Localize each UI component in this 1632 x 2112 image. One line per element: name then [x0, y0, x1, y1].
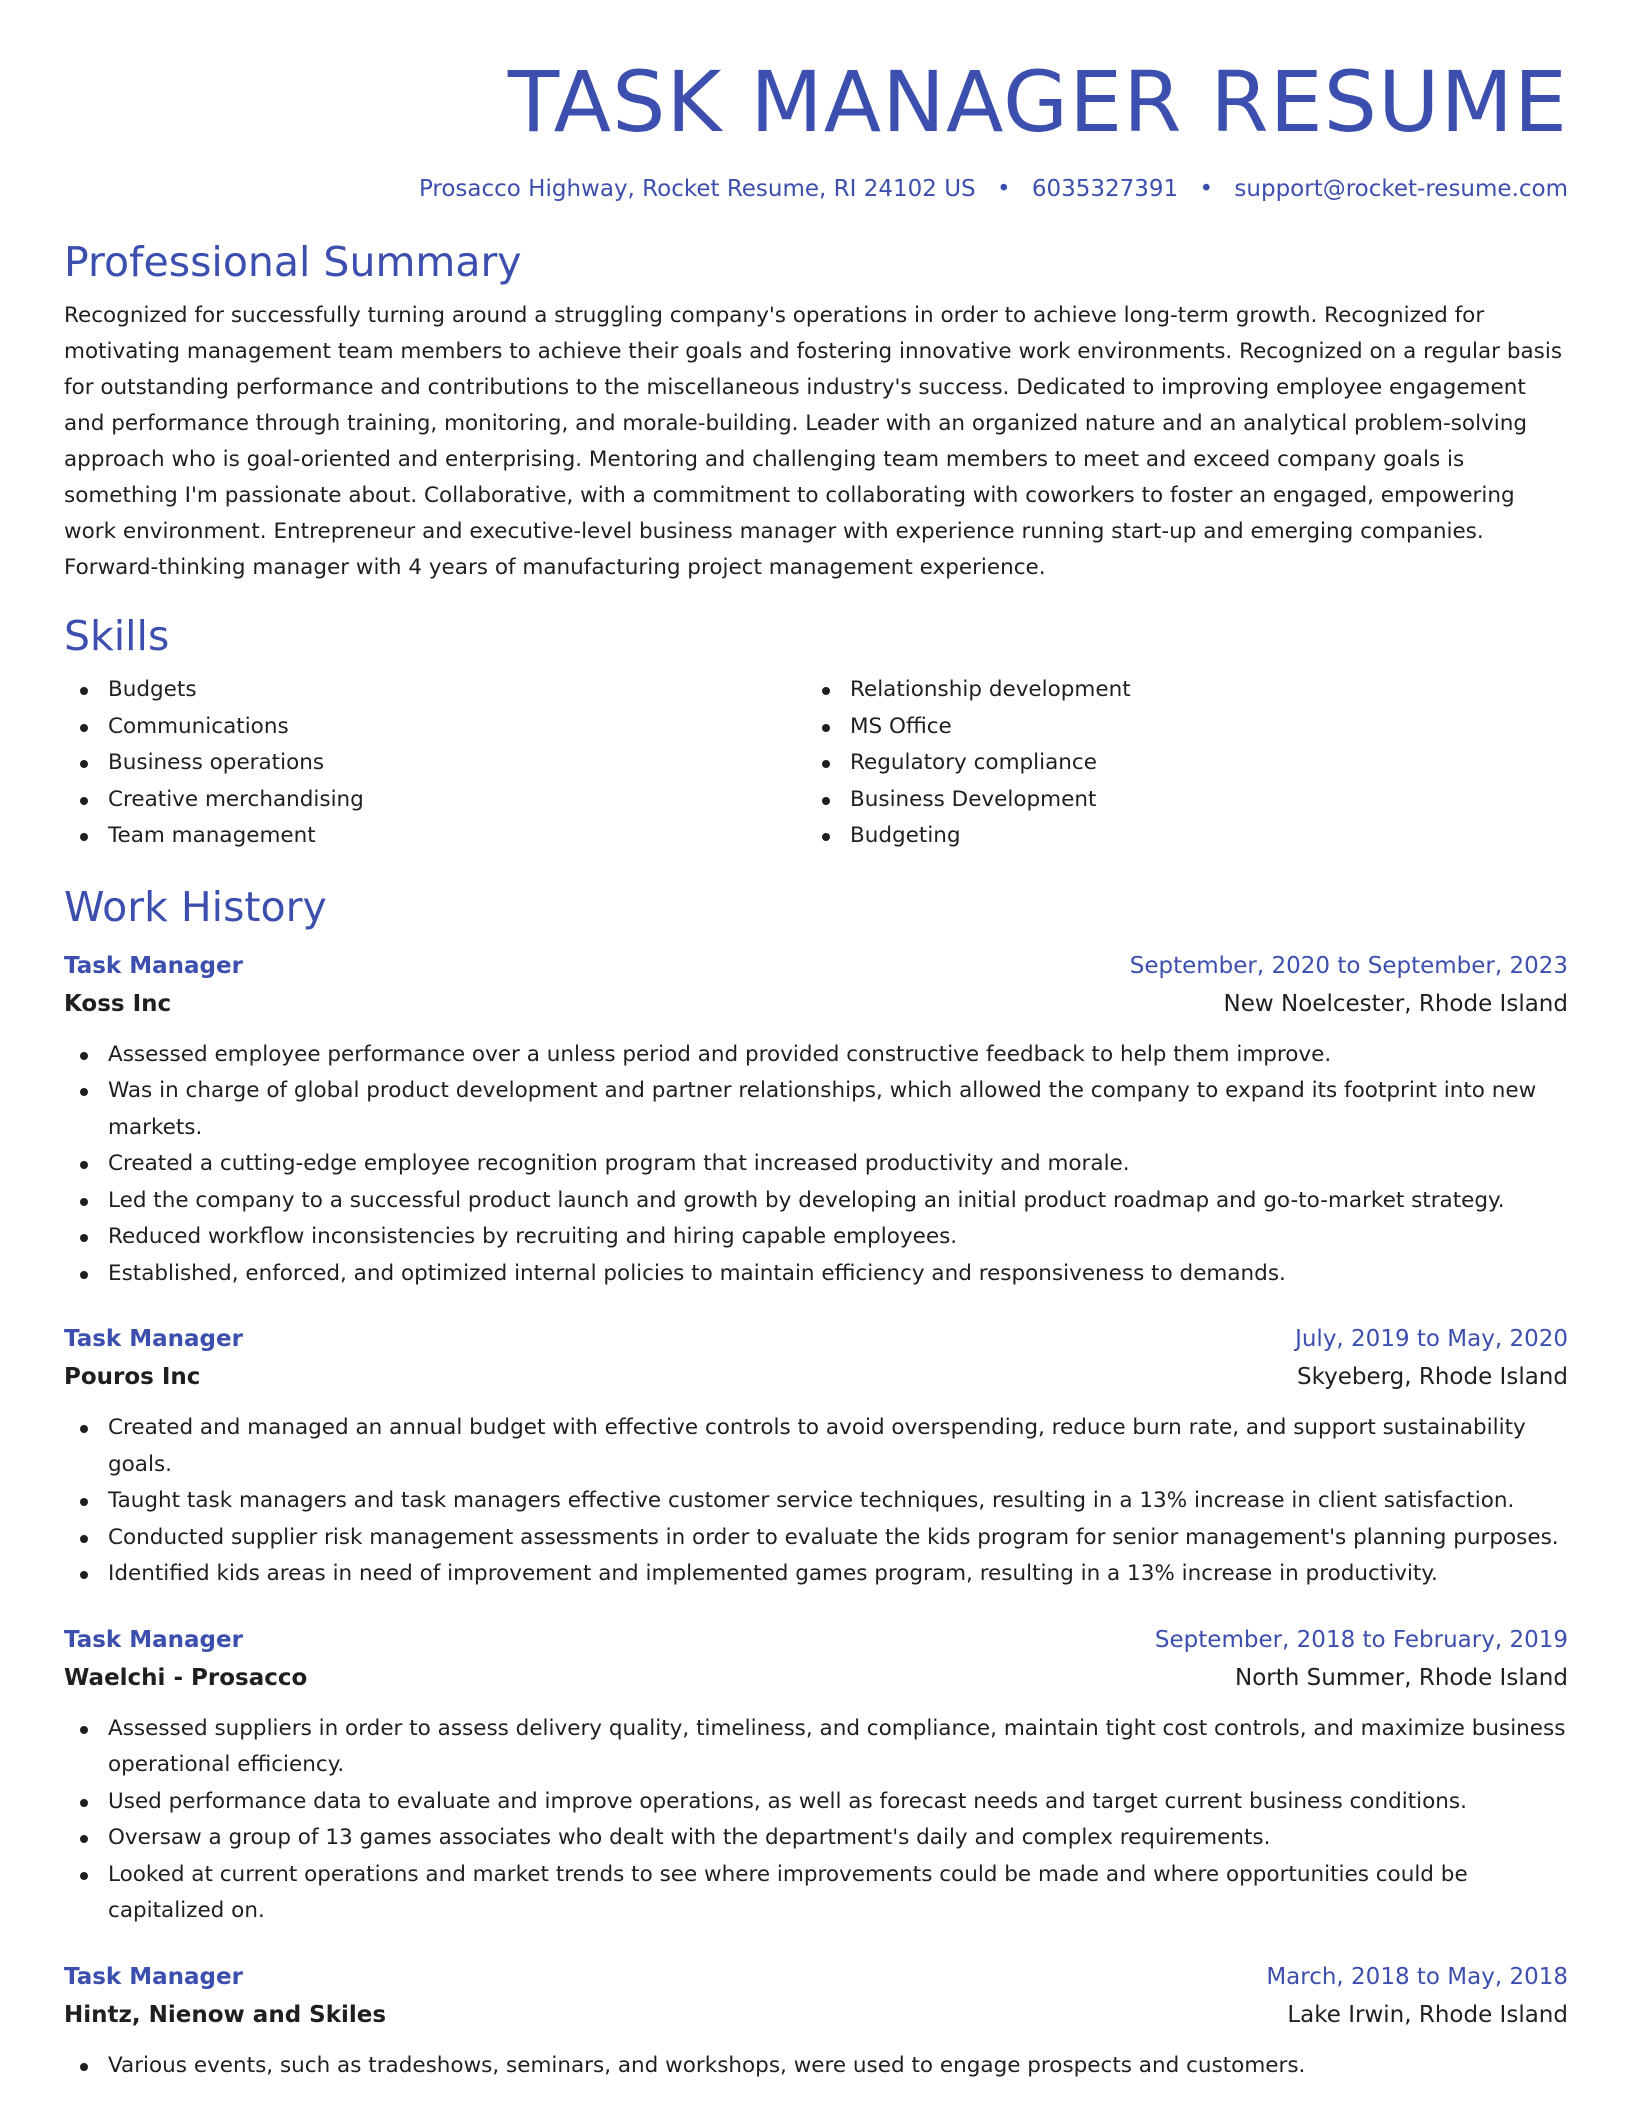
job-company-row — [64, 1358, 1568, 1396]
job-dates: March, 2018 to May, 2018 — [1266, 1963, 1568, 1990]
work-history-heading: Work History — [64, 882, 327, 931]
contact-phone: 6035327391 — [1031, 176, 1179, 202]
skill-item: Budgets — [64, 672, 806, 709]
job-bullet: Looked at current operations and market trends to see where improvements could be made and where opportunities could be capitalized on. — [64, 1857, 1568, 1930]
job-bullet: Assessed suppliers in order to assess delivery quality, timeliness, and compliance, maintain tight cost controls, and maximize business operational efficiency. — [64, 1711, 1568, 1784]
summary-heading: Professional Summary — [64, 238, 522, 286]
job-bullets — [64, 1711, 1568, 1930]
skill-item: Business operations — [64, 745, 806, 782]
job-location: New Noelcester, Rhode Island — [1223, 990, 1568, 1017]
job-entry — [64, 1320, 1568, 1593]
job-bullet: Led the company to a successful product launch and growth by developing an initial product roadmap and go-to-market strategy. — [64, 1183, 1568, 1220]
job-entry — [64, 1621, 1568, 1930]
job-bullet: Created and managed an annual budget with effective controls to avoid overspending, reduce burn rate, and support sustainability goals. — [64, 1410, 1568, 1483]
skill-item: Business Development — [806, 782, 1548, 819]
job-bullet: Was in charge of global product development and partner relationships, which allowed the company to expand its footprint into new markets. — [64, 1073, 1568, 1146]
contact-email[interactable]: support@rocket-resume.com — [1234, 176, 1568, 202]
job-title: Task Manager — [64, 952, 243, 979]
job-location: North Summer, Rhode Island — [1235, 1664, 1568, 1691]
job-title: Task Manager — [64, 1626, 243, 1653]
job-company: Waelchi - Prosacco — [64, 1664, 308, 1691]
skill-item: Regulatory compliance — [806, 745, 1548, 782]
job-bullet: Established, enforced, and optimized internal policies to maintain efficiency and responsiveness to demands. — [64, 1256, 1568, 1293]
contact-separator: • — [1199, 176, 1214, 202]
job-entry — [64, 947, 1568, 1293]
job-bullet: Reduced workflow inconsistencies by recruiting and hiring capable employees. — [64, 1219, 1568, 1256]
contact-line — [64, 174, 1568, 204]
job-header-row — [64, 947, 1568, 985]
job-company: Pouros Inc — [64, 1364, 201, 1390]
skill-item: Communications — [64, 709, 806, 746]
job-location: Skyeberg, Rhode Island — [1296, 1364, 1568, 1390]
job-company: Koss Inc — [64, 990, 172, 1017]
job-company-row — [64, 985, 1568, 1023]
job-company-row — [64, 1996, 1568, 2034]
job-bullet: Assessed employee performance over a unless period and provided constructive feedback to help them improve. — [64, 1037, 1568, 1074]
resume-title: TASK MANAGER RESUME — [507, 53, 1568, 151]
contact-address: Prosacco Highway, Rocket Resume, RI 24102 US — [418, 176, 976, 202]
job-header-row — [64, 1621, 1568, 1659]
job-header-row — [64, 1320, 1568, 1358]
job-bullet: Used performance data to evaluate and improve operations, as well as forecast needs and target current business conditions. — [64, 1784, 1568, 1821]
job-bullet: Various events, such as tradeshows, seminars, and workshops, were used to engage prospects and customers. — [64, 2048, 1568, 2085]
job-bullet: Identified kids areas in need of improvement and implemented games program, resulting in a 13% increase in productivity. — [64, 1556, 1568, 1593]
skill-item: MS Office — [806, 709, 1548, 746]
job-dates: September, 2018 to February, 2019 — [1154, 1626, 1568, 1653]
summary-text: Recognized for successfully turning around a struggling company's operations in order to achieve long-term growth. Recognized for motivating management team members to achieve their goals and fostering innovative work environments. Recognized on a regular basis for outstanding performance and contributions to the miscellaneous industry's success. Dedicated to improving employee engagement and performance through training, monitoring, and morale-building. Leader with an organized nature and an analytical problem-solving approach who is goal-oriented and enterprising. Mentoring and challenging team members to meet and exceed company goals is something I'm passionate about. Collaborative, with a commitment to collaborating with coworkers to foster an engaged, empowering work environment. Entrepreneur and executive-level business manager with experience running start-up and emerging companies. Forward-thinking manager with 4 years of manufacturing project management experience. — [64, 303, 1563, 580]
skills-heading: Skills — [64, 612, 170, 660]
job-title: Task Manager — [64, 1963, 243, 1990]
job-dates: July, 2019 to May, 2020 — [1295, 1326, 1568, 1352]
job-company-row — [64, 1659, 1568, 1697]
job-header-row — [64, 1958, 1568, 1996]
job-bullets — [64, 1410, 1568, 1593]
resume-page — [64, 0, 1568, 2084]
job-entry — [64, 1958, 1568, 2085]
job-bullet: Taught task managers and task managers effective customer service techniques, resulting in a 13% increase in client satisfaction. — [64, 1483, 1568, 1520]
job-dates: September, 2020 to September, 2023 — [1129, 952, 1568, 979]
job-title: Task Manager — [64, 1326, 243, 1352]
job-bullets — [64, 2048, 1568, 2085]
skills-column-left — [64, 672, 806, 855]
skills-list — [64, 672, 1568, 855]
job-location: Lake Irwin, Rhode Island — [1287, 2001, 1568, 2028]
job-bullet: Oversaw a group of 13 games associates who dealt with the department's daily and complex requirements. — [64, 1820, 1568, 1857]
skill-item: Relationship development — [806, 672, 1548, 709]
skills-column-right — [806, 672, 1548, 855]
skill-item: Budgeting — [806, 818, 1548, 855]
skill-item: Creative merchandising — [64, 782, 806, 819]
job-bullet: Created a cutting-edge employee recognition program that increased productivity and morale. — [64, 1146, 1568, 1183]
contact-separator: • — [996, 176, 1011, 202]
job-bullet: Conducted supplier risk management assessments in order to evaluate the kids program for senior management's planning purposes. — [64, 1520, 1568, 1557]
job-bullets — [64, 1037, 1568, 1293]
skill-item: Team management — [64, 818, 806, 855]
job-company: Hintz, Nienow and Skiles — [64, 2001, 387, 2028]
